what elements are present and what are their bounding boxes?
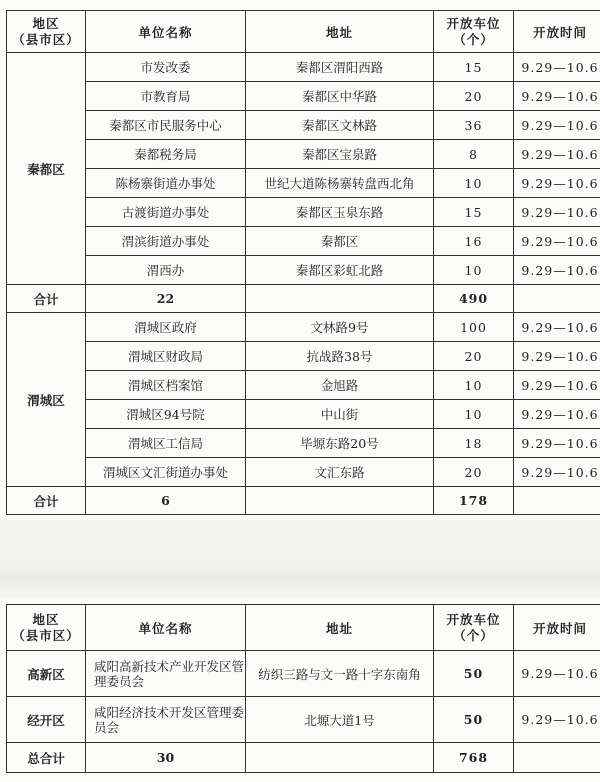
header-spots-line1: 开放车位 bbox=[446, 15, 501, 31]
header-unit: 单位名称 bbox=[86, 11, 246, 53]
time-cell: 9.29—10.6 bbox=[514, 82, 600, 111]
region-cell: 渭城区 bbox=[7, 313, 86, 487]
header-spots-line1: 开放车位 bbox=[446, 611, 501, 627]
spots-cell: 50 bbox=[434, 697, 514, 743]
subtotal-spots: 178 bbox=[434, 487, 514, 515]
empty-cell bbox=[514, 285, 600, 313]
time-cell: 9.29—10.6 bbox=[514, 342, 600, 371]
header-address: 地址 bbox=[246, 11, 434, 53]
total-label: 总合计 bbox=[7, 743, 86, 773]
spots-cell: 18 bbox=[434, 429, 514, 458]
time-cell: 9.29—10.6 bbox=[514, 400, 600, 429]
table-row bbox=[7, 140, 600, 169]
total-row bbox=[7, 743, 600, 773]
address-cell: 纺织三路与文一路十字东南角 bbox=[246, 651, 434, 697]
unit-cell: 咸阳经济技术开发区管理委员会 bbox=[86, 697, 246, 743]
address-cell: 文林路9号 bbox=[246, 313, 434, 342]
table-row bbox=[7, 198, 600, 227]
parking-table-1 bbox=[6, 10, 600, 515]
time-cell: 9.29—10.6 bbox=[514, 313, 600, 342]
address-cell: 抗战路38号 bbox=[246, 342, 434, 371]
unit-cell: 渭城区档案馆 bbox=[86, 371, 246, 400]
table-row bbox=[7, 313, 600, 342]
table-header-row bbox=[7, 605, 600, 651]
time-cell: 9.29—10.6 bbox=[514, 651, 600, 697]
address-cell: 秦都区 bbox=[246, 227, 434, 256]
spots-cell: 10 bbox=[434, 169, 514, 198]
address-cell: 秦都区中华路 bbox=[246, 82, 434, 111]
table-row bbox=[7, 169, 600, 198]
table-row bbox=[7, 227, 600, 256]
unit-cell: 秦都区市民服务中心 bbox=[86, 111, 246, 140]
subtotal-label: 合计 bbox=[7, 487, 86, 515]
time-cell: 9.29—10.6 bbox=[514, 53, 600, 82]
unit-cell: 渭城区财政局 bbox=[86, 342, 246, 371]
empty-cell bbox=[514, 743, 600, 773]
spots-cell: 10 bbox=[434, 371, 514, 400]
header-region-line1: 地区 bbox=[32, 15, 60, 31]
subtotal-spots: 490 bbox=[434, 285, 514, 313]
subtotal-row bbox=[7, 285, 600, 313]
empty-cell bbox=[246, 285, 434, 313]
total-spots: 768 bbox=[434, 743, 514, 773]
unit-cell: 市发改委 bbox=[86, 53, 246, 82]
address-cell: 秦都区文林路 bbox=[246, 111, 434, 140]
header-spots-line2: （个） bbox=[453, 31, 494, 47]
address-cell: 北塬大道1号 bbox=[246, 697, 434, 743]
subtotal-row bbox=[7, 487, 600, 515]
spots-cell: 100 bbox=[434, 313, 514, 342]
table-row bbox=[7, 400, 600, 429]
header-region-line1: 地区 bbox=[32, 611, 60, 627]
unit-cell: 陈杨寨街道办事处 bbox=[86, 169, 246, 198]
spots-cell: 8 bbox=[434, 140, 514, 169]
spots-cell: 10 bbox=[434, 256, 514, 285]
time-cell: 9.29—10.6 bbox=[514, 256, 600, 285]
table-row bbox=[7, 342, 600, 371]
header-time: 开放时间 bbox=[514, 605, 600, 651]
region-cell: 高新区 bbox=[7, 651, 86, 697]
spots-cell: 15 bbox=[434, 53, 514, 82]
unit-cell: 渭西办 bbox=[86, 256, 246, 285]
header-spots bbox=[434, 605, 514, 651]
header-region bbox=[7, 11, 86, 53]
unit-cell: 咸阳高新技术产业开发区管理委员会 bbox=[86, 651, 246, 697]
region-cell: 秦都区 bbox=[7, 53, 86, 285]
unit-cell: 秦都税务局 bbox=[86, 140, 246, 169]
unit-cell: 渭城区工信局 bbox=[86, 429, 246, 458]
table-row bbox=[7, 53, 600, 82]
time-cell: 9.29—10.6 bbox=[514, 371, 600, 400]
time-cell: 9.29—10.6 bbox=[514, 111, 600, 140]
subtotal-count: 6 bbox=[86, 487, 246, 515]
table-row bbox=[7, 458, 600, 487]
header-address: 地址 bbox=[246, 605, 434, 651]
header-region bbox=[7, 605, 86, 651]
header-time: 开放时间 bbox=[514, 11, 600, 53]
time-cell: 9.29—10.6 bbox=[514, 198, 600, 227]
header-unit: 单位名称 bbox=[86, 605, 246, 651]
address-cell: 秦都区宝泉路 bbox=[246, 140, 434, 169]
spots-cell: 20 bbox=[434, 458, 514, 487]
address-cell: 秦都区彩虹北路 bbox=[246, 256, 434, 285]
address-cell: 金旭路 bbox=[246, 371, 434, 400]
spots-cell: 36 bbox=[434, 111, 514, 140]
spots-cell: 20 bbox=[434, 82, 514, 111]
table-row bbox=[7, 697, 600, 743]
document-page-bottom bbox=[0, 598, 600, 782]
spots-cell: 20 bbox=[434, 342, 514, 371]
spots-cell: 50 bbox=[434, 651, 514, 697]
total-count: 30 bbox=[86, 743, 246, 773]
table-row bbox=[7, 429, 600, 458]
address-cell: 毕塬东路20号 bbox=[246, 429, 434, 458]
time-cell: 9.29—10.6 bbox=[514, 458, 600, 487]
spots-cell: 15 bbox=[434, 198, 514, 227]
time-cell: 9.29—10.6 bbox=[514, 169, 600, 198]
unit-cell: 渭滨街道办事处 bbox=[86, 227, 246, 256]
spots-cell: 10 bbox=[434, 400, 514, 429]
table-row bbox=[7, 651, 600, 697]
address-cell: 中山街 bbox=[246, 400, 434, 429]
empty-cell bbox=[246, 743, 434, 773]
time-cell: 9.29—10.6 bbox=[514, 429, 600, 458]
header-spots-line2: （个） bbox=[453, 627, 494, 643]
spots-cell: 16 bbox=[434, 227, 514, 256]
table-row bbox=[7, 82, 600, 111]
address-cell: 秦都区玉泉东路 bbox=[246, 198, 434, 227]
time-cell: 9.29—10.6 bbox=[514, 140, 600, 169]
time-cell: 9.29—10.6 bbox=[514, 227, 600, 256]
subtotal-count: 22 bbox=[86, 285, 246, 313]
empty-cell bbox=[246, 487, 434, 515]
unit-cell: 市教育局 bbox=[86, 82, 246, 111]
page-gap bbox=[0, 520, 600, 598]
unit-cell: 古渡街道办事处 bbox=[86, 198, 246, 227]
table-row bbox=[7, 256, 600, 285]
parking-table-2 bbox=[6, 604, 600, 773]
address-cell: 世纪大道陈杨寨转盘西北角 bbox=[246, 169, 434, 198]
header-region-line2: （县市区） bbox=[12, 627, 80, 643]
time-cell: 9.29—10.6 bbox=[514, 697, 600, 743]
unit-cell: 渭城区文汇街道办事处 bbox=[86, 458, 246, 487]
empty-cell bbox=[514, 487, 600, 515]
unit-cell: 渭城区94号院 bbox=[86, 400, 246, 429]
region-cell: 经开区 bbox=[7, 697, 86, 743]
unit-cell: 渭城区政府 bbox=[86, 313, 246, 342]
header-region-line2: （县市区） bbox=[12, 31, 80, 47]
address-cell: 秦都区渭阳西路 bbox=[246, 53, 434, 82]
address-cell: 文汇东路 bbox=[246, 458, 434, 487]
table-row bbox=[7, 371, 600, 400]
subtotal-label: 合计 bbox=[7, 285, 86, 313]
table-row bbox=[7, 111, 600, 140]
header-spots bbox=[434, 11, 514, 53]
table-header-row bbox=[7, 11, 600, 53]
